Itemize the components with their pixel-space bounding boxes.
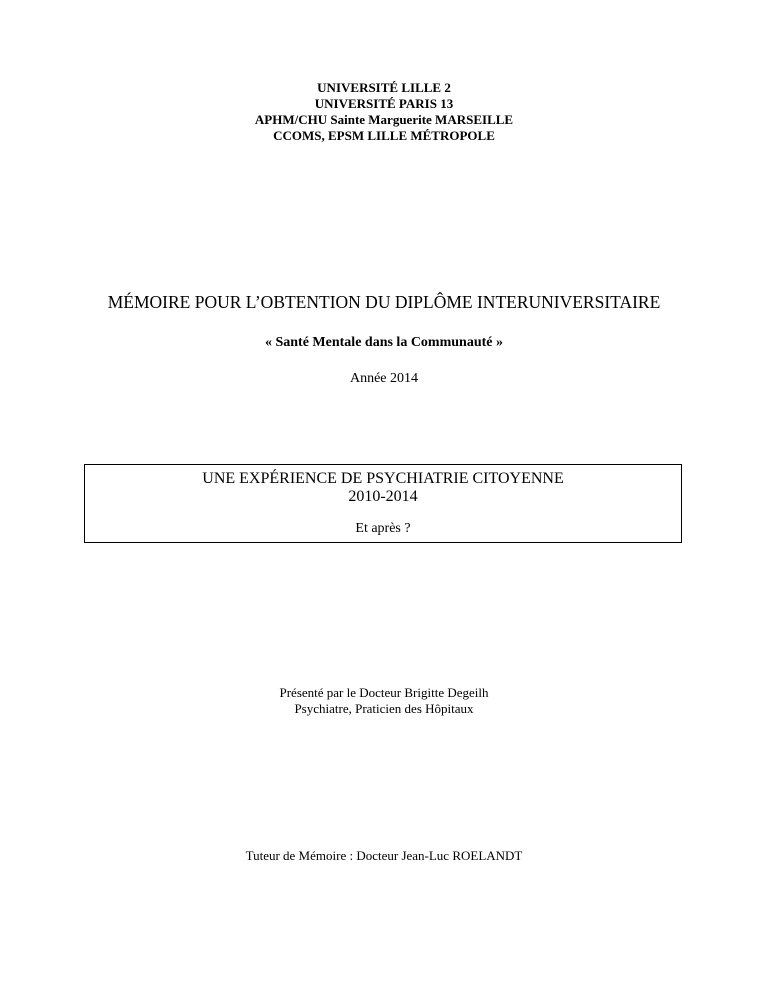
institution-line: UNIVERSITÉ PARIS 13 bbox=[314, 96, 454, 111]
institutions-header bbox=[0, 80, 768, 144]
memoire-heading: MÉMOIRE POUR L’OBTENTION DU DIPLÔME INTERUNIVERSITAIRE bbox=[107, 292, 661, 312]
presenter-line: Présenté par le Docteur Brigitte Degeilh bbox=[279, 685, 489, 700]
institution-line: CCOMS, EPSM LILLE MÉTROPOLE bbox=[273, 128, 495, 143]
institution-line: UNIVERSITÉ LILLE 2 bbox=[317, 80, 451, 95]
year-label: Année 2014 bbox=[349, 371, 419, 386]
presenter-block bbox=[0, 685, 768, 717]
presenter-role: Psychiatre, Praticien des Hôpitaux bbox=[294, 701, 474, 716]
thesis-question: Et après ? bbox=[355, 521, 411, 536]
diploma-subtitle: « Santé Mentale dans la Communauté » bbox=[264, 335, 503, 350]
tutor-line: Tuteur de Mémoire : Docteur Jean-Luc ROELANDT bbox=[245, 848, 523, 863]
title-box bbox=[84, 464, 682, 543]
thesis-period: 2010-2014 bbox=[348, 488, 418, 505]
institution-line: APHM/CHU Sainte Marguerite MARSEILLE bbox=[254, 112, 514, 127]
thesis-title: UNE EXPÉRIENCE DE PSYCHIATRIE CITOYENNE bbox=[202, 470, 564, 487]
